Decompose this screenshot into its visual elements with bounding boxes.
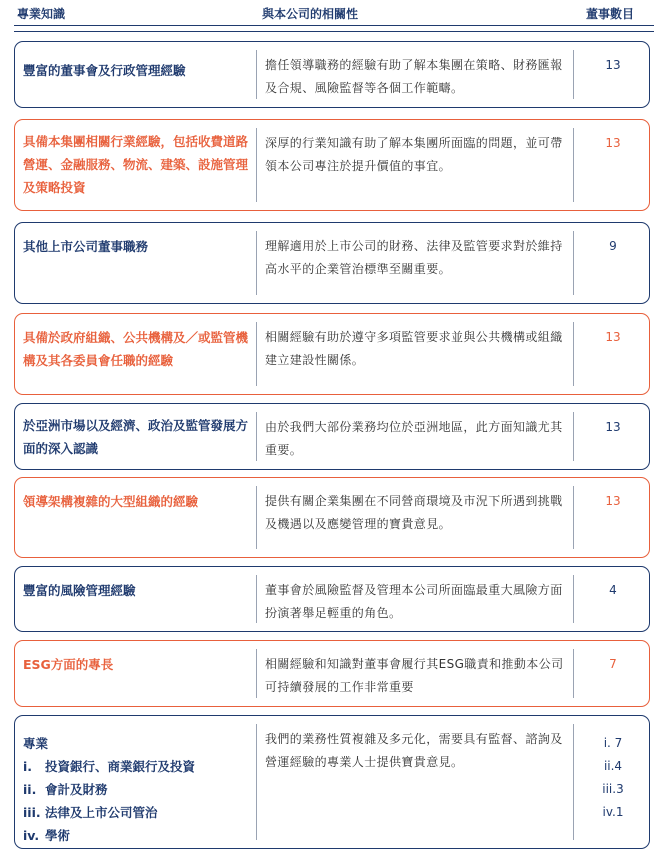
table-row: [14, 403, 650, 470]
count-cell: 13: [605, 494, 621, 508]
header-rule: [14, 25, 654, 26]
expertise-cell: 其他上市公司董事職務: [23, 239, 149, 254]
count-cell: 9: [609, 239, 617, 253]
relevance-cell: 提供有關企業集團在不同營商環境及市況下所遇到挑戰及機遇以及應變管理的寶貴意見。: [265, 494, 563, 531]
column-divider: [573, 322, 574, 386]
table-row: [14, 119, 650, 211]
count-cell: 13: [605, 420, 621, 434]
table-row: [14, 222, 650, 304]
count-cell: 13: [605, 330, 621, 344]
column-divider: [573, 231, 574, 295]
header-relevance: 與本公司的相關性: [262, 7, 359, 21]
expertise-cell: 豐富的董事會及行政管理經驗: [23, 63, 186, 78]
list-item: iv. 學術: [23, 828, 71, 843]
count-cell: 4: [609, 583, 617, 597]
column-divider: [573, 486, 574, 549]
column-divider: [256, 486, 257, 549]
table-row: [14, 41, 650, 108]
expertise-cell: 於亞洲市場以及經濟、政治及監管發展方面的深入認識: [23, 418, 249, 456]
column-divider: [573, 412, 574, 461]
relevance-cell: 相關經驗和知識對董事會履行其ESG職責和推動本公司可持續發展的工作非常重要: [265, 657, 564, 694]
expertise-cell: ESG方面的專長: [23, 657, 114, 672]
count-item: iv.1: [602, 805, 624, 819]
count-cell: 7: [609, 657, 617, 671]
relevance-cell: 董事會於風險監督及管理本公司所面臨最重大風險方面扮演著舉足輕重的角色。: [265, 583, 563, 620]
relevance-cell: 我們的業務性質複雜及多元化，需要具有監督、諮詢及營運經驗的專業人士提供寶貴意見。: [265, 732, 563, 769]
count-item: ii.4: [603, 759, 623, 773]
list-item: i. 投資銀行、商業銀行及投資: [23, 759, 196, 774]
header-rule-2: [14, 31, 654, 32]
table-row: [14, 477, 650, 558]
list-item: iii. 法律及上市公司管治: [23, 805, 158, 820]
relevance-cell: 相關經驗有助於遵守多項監管要求並與公共機構或組織建立建設性關係。: [265, 330, 563, 367]
professional-title: 專業: [23, 736, 49, 751]
column-divider: [573, 128, 574, 202]
count-cell: [575, 732, 651, 824]
list-item: ii. 會計及財務: [23, 782, 108, 797]
column-divider: [256, 575, 257, 623]
table-row: [14, 715, 650, 849]
column-divider: [256, 724, 257, 840]
count-cell: 13: [605, 58, 621, 72]
table-header: [0, 0, 666, 28]
relevance-cell: 深厚的行業知識有助了解本集團所面臨的問題，並可帶領本公司專注於提升價值的事宜。: [265, 136, 563, 173]
column-divider: [256, 412, 257, 461]
relevance-cell: 擔任領導職務的經驗有助了解本集團在策略、財務匯報及合規、風險監督等各個工作範疇。: [265, 58, 563, 95]
expertise-cell: 領導架構複雜的大型組織的經驗: [23, 494, 199, 509]
column-divider: [256, 649, 257, 698]
column-divider: [573, 724, 574, 840]
header-count: 董事數目: [586, 7, 635, 21]
column-divider: [573, 50, 574, 99]
table-row: [14, 640, 650, 707]
column-divider: [573, 649, 574, 698]
count-item: i. 7: [603, 736, 623, 750]
professional-list: [23, 755, 248, 847]
column-divider: [573, 575, 574, 623]
relevance-cell: 由於我們大部份業務均位於亞洲地區，此方面知識尤其重要。: [265, 420, 563, 457]
column-divider: [256, 322, 257, 386]
table-row: [14, 566, 650, 632]
column-divider: [256, 50, 257, 99]
column-divider: [256, 128, 257, 202]
relevance-cell: 理解適用於上市公司的財務、法律及監管要求對於維持高水平的企業管治標準至關重要。: [265, 239, 563, 276]
expertise-cell: [23, 732, 248, 847]
expertise-cell: 具備本集團相關行業經驗，包括收費道路營運、金融服務、物流、建築、設施管理及策略投資: [23, 134, 249, 195]
expertise-cell: 豐富的風險管理經驗: [23, 583, 136, 598]
count-cell: 13: [605, 136, 621, 150]
column-divider: [256, 231, 257, 295]
header-expertise: 專業知識: [17, 7, 66, 21]
count-item: iii.3: [602, 782, 624, 796]
expertise-cell: 具備於政府組織、公共機構及／或監管機構及其各委員會任職的經驗: [23, 330, 249, 368]
table-row: [14, 313, 650, 395]
